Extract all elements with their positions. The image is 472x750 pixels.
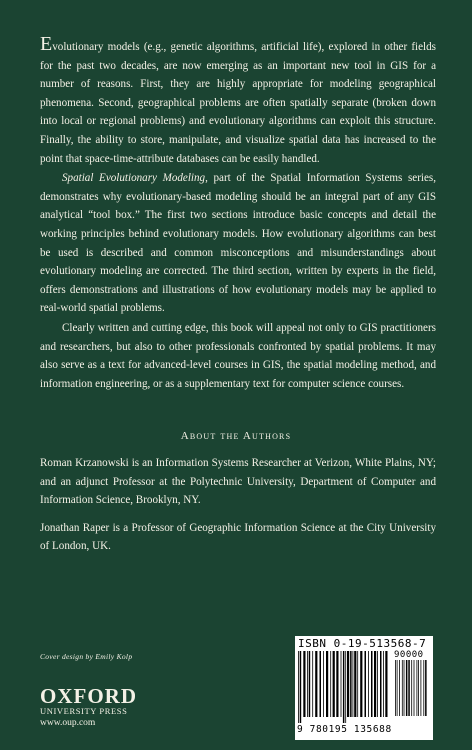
addon-barcode-bars: [395, 660, 429, 722]
book-description: [40, 33, 437, 393]
publisher-subtitle: UNIVERSITY PRESS: [40, 706, 128, 716]
paragraph-2-text: , part of the Spatial Information Systems series, demonstrates why evolutionary-based modeling should be an integral part of any GIS analytical “tool box.” The first two sections introduce basic concepts and detail the working principles behind evolutionary models. How evolutionary algorithms can best be used is described and common misconceptions and misunderstandings about evolutionary modeling are corrected. The third section, written by experts in the field, offers demonstrations and illustrations of how evolutionary models may be applied to real-world spatial problems.: [40, 172, 437, 315]
book-title-italic: Spatial Evolutionary Modeling: [62, 172, 206, 185]
publisher-url: www.oup.com: [40, 718, 96, 728]
ean-number: 9 780195 135688: [297, 724, 392, 735]
author-bio-raper: Jonathan Raper is a Professor of Geographic Information Science at the City University of London, UK.: [40, 521, 436, 553]
publisher-logo: [40, 686, 137, 729]
description-paragraph-2: [40, 169, 436, 318]
ean-barcode-bars: [298, 651, 390, 723]
drop-cap-letter: E: [40, 33, 53, 55]
cover-design-credit: Cover design by Emily Kolp: [40, 652, 133, 661]
author-bio-krzanowski: Roman Krzanowski is an Information Systems Researcher at Verizon, White Plains, NY; and an adjunct Professor at the Polytechnic University, Department of Computer and Information Science, Brooklyn, NY.: [40, 457, 436, 507]
description-paragraph-3: Clearly written and cutting edge, this book will appeal not only to GIS practitioners and researchers, but also to other professionals confronted by spatial problems. It may also serve as a text for advanced-level courses in GIS, the spatial modeling method, and information engineering, or as a supplementary text for computer science courses.: [40, 321, 436, 390]
isbn-barcode: [295, 636, 433, 740]
paragraph-1-text: volutionary models (e.g., genetic algorithms, artificial life), explored in other fields for the past two decades, are now emerging as an important new tool in GIS for a number of reasons. First, they are highly appropriate for modeling geographical phenomena. Second, geographical problems are often spatially separate (broken down into local or regional problems) and evolutionary algorithms can exploit this structure. Finally, the ability to store, manipulate, and visualize spatial data has increased to the point that space-time-attribute databases can be easily handled.: [40, 41, 436, 165]
about-authors-heading: About the Authors: [180, 430, 292, 442]
authors-section: [40, 454, 436, 565]
description-paragraph-1: [40, 33, 436, 168]
publisher-name: OXFORD: [40, 684, 137, 708]
price-addon-number: 90000: [394, 650, 424, 660]
isbn-label: ISBN 0-19-513568-7: [298, 637, 427, 650]
